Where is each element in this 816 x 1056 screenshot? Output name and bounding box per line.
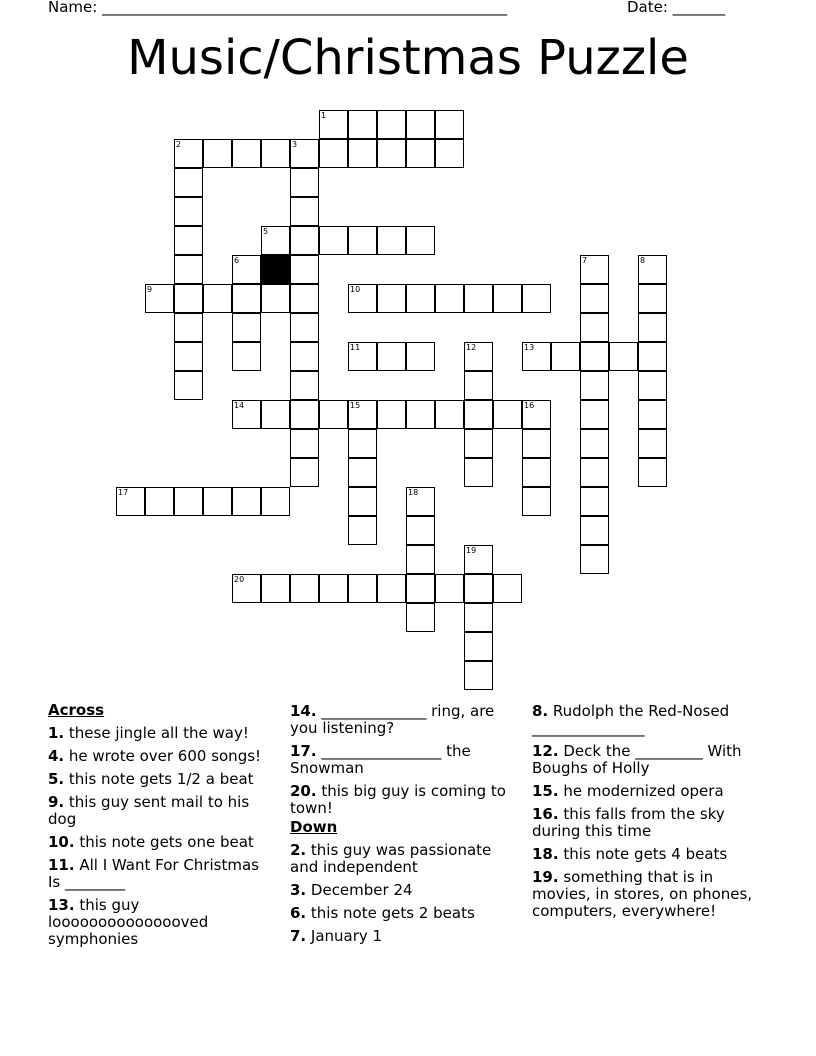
clues-column-2 [290,700,515,945]
crossword-cell[interactable] [145,487,174,516]
crossword-cell[interactable] [609,342,638,371]
crossword-cell[interactable] [638,284,667,313]
crossword-cell[interactable] [261,284,290,313]
crossword-cell[interactable] [348,400,377,429]
crossword-cell[interactable] [493,400,522,429]
crossword-cell[interactable] [174,284,203,313]
clue-text: All I Want For Christmas Is ________ [48,856,259,891]
clue-number-label: 3 [292,140,298,149]
crossword-cell[interactable] [174,197,203,226]
crossword-cell[interactable] [638,371,667,400]
crossword-cell[interactable] [580,371,609,400]
date-field-label: Date: _______ [627,0,726,16]
clue-number: 11. [48,856,75,874]
crossword-cell[interactable] [290,284,319,313]
crossword-cell[interactable] [464,632,493,661]
clue-text: this big guy is coming to town! [290,782,506,817]
crossword-cell[interactable] [377,400,406,429]
down-heading: Down [290,818,338,836]
clue-number-label: 19 [466,546,477,555]
crossword-cell[interactable] [348,139,377,168]
crossword-cell[interactable] [377,139,406,168]
clue-number-label: 1 [321,111,327,120]
clue-across-17 [290,743,515,777]
crossword-cell[interactable] [464,284,493,313]
clue-number: 15. [532,782,559,800]
clue-across-20 [290,783,515,817]
crossword-cell[interactable] [174,371,203,400]
crossword-cell[interactable] [203,487,232,516]
crossword-cell[interactable] [493,284,522,313]
crossword-cell[interactable] [377,342,406,371]
clue-text: Rudolph the Red-Nosed _______________ [532,702,730,737]
clue-text: these jingle all the way! [64,724,249,742]
clue-number: 19. [532,868,559,886]
clue-down-18 [532,846,767,863]
crossword-cell[interactable] [435,139,464,168]
crossword-cell[interactable] [522,342,551,371]
crossword-cell[interactable] [348,574,377,603]
crossword-cell[interactable] [290,197,319,226]
clue-across-5 [48,771,273,788]
crossword-cell[interactable] [464,400,493,429]
crossword-cell[interactable] [522,429,551,458]
crossword-cell[interactable] [638,458,667,487]
crossword-cell[interactable] [522,487,551,516]
crossword-cell[interactable] [290,255,319,284]
crossword-cell[interactable] [406,487,435,516]
crossword-cell[interactable] [232,284,261,313]
clue-number: 1. [48,724,65,742]
crossword-cell[interactable] [290,400,319,429]
crossword-cell[interactable] [290,168,319,197]
clue-number-label: 6 [234,256,240,265]
clue-text: this guy was passionate and independent [290,841,492,876]
clue-number-label: 5 [263,227,269,236]
crossword-cell[interactable] [116,487,145,516]
clue-number-label: 2 [176,140,182,149]
crossword-cell[interactable] [435,574,464,603]
crossword-cell[interactable] [551,342,580,371]
crossword-cell[interactable] [174,139,203,168]
crossword-cell[interactable] [348,516,377,545]
crossword-cell[interactable] [406,139,435,168]
clue-number: 2. [290,841,307,859]
clue-down-12 [532,743,767,777]
crossword-cell[interactable] [261,400,290,429]
crossword-cell[interactable] [348,458,377,487]
crossword-cell[interactable] [377,574,406,603]
crossword-cell[interactable] [319,574,348,603]
crossword-cell[interactable] [580,400,609,429]
clue-text: Deck the _________ With Boughs of Holly [532,742,742,777]
clue-number-label: 12 [466,343,477,352]
clue-number: 8. [532,702,549,720]
crossword-cell[interactable] [319,226,348,255]
crossword-cell[interactable] [580,516,609,545]
crossword-cell[interactable] [174,342,203,371]
clue-number-label: 9 [147,285,153,294]
crossword-cell[interactable] [580,255,609,284]
crossword-cell[interactable] [319,139,348,168]
crossword-cell[interactable] [290,371,319,400]
clue-down-7 [290,928,515,945]
clue-number-label: 8 [640,256,646,265]
clue-number: 6. [290,904,307,922]
clue-down-19 [532,869,767,920]
clue-down-6 [290,905,515,922]
crossword-cell[interactable] [232,342,261,371]
crossword-cell[interactable] [464,342,493,371]
clue-number-label: 16 [524,401,535,410]
crossword-cell[interactable] [348,342,377,371]
clue-across-10 [48,834,273,851]
clue-number-label: 11 [350,343,361,352]
clue-number: 10. [48,833,75,851]
clue-text: something that is in movies, in stores, on phones, computers, everywhere! [532,868,753,920]
crossword-cell[interactable] [580,313,609,342]
crossword-cell[interactable] [435,110,464,139]
crossword-cell[interactable] [580,342,609,371]
crossword-cell[interactable] [638,313,667,342]
clue-number: 16. [532,805,559,823]
clue-number: 3. [290,881,307,899]
crossword-cell[interactable] [638,429,667,458]
clue-text: this note gets 4 beats [558,845,728,863]
crossword-cell[interactable] [261,139,290,168]
clue-number: 4. [48,747,65,765]
crossword-cell[interactable] [174,487,203,516]
crossword-cell[interactable] [290,226,319,255]
clue-text: this guy looooooooooooooved symphonies [48,896,209,948]
crossword-black-cell [261,255,290,284]
clue-text: December 24 [306,881,413,899]
crossword-cell[interactable] [522,400,551,429]
crossword-cell[interactable] [406,342,435,371]
clue-number-label: 10 [350,285,361,294]
crossword-cell[interactable] [145,284,174,313]
crossword-cell[interactable] [638,255,667,284]
crossword-cell[interactable] [348,487,377,516]
across-heading: Across [48,701,105,719]
clue-across-14 [290,703,515,737]
clue-number-label: 17 [118,488,129,497]
clue-text: this note gets 2 beats [306,904,475,922]
crossword-cell[interactable] [174,313,203,342]
clue-text: this guy sent mail to his dog [48,793,250,828]
crossword-cell[interactable] [435,400,464,429]
name-field-label: Name: ______________________________________________________ [48,0,508,16]
crossword-cell[interactable] [232,255,261,284]
crossword-cell[interactable] [435,284,464,313]
crossword-cell[interactable] [580,545,609,574]
crossword-cell[interactable] [580,429,609,458]
crossword-cell[interactable] [406,603,435,632]
clue-down-8 [532,703,767,737]
clue-text: this note gets 1/2 a beat [64,770,254,788]
clue-number: 5. [48,770,65,788]
clue-number: 18. [532,845,559,863]
crossword-cell[interactable] [406,516,435,545]
crossword-cell[interactable] [232,313,261,342]
crossword-cell[interactable] [377,284,406,313]
crossword-cell[interactable] [406,400,435,429]
clue-number-label: 14 [234,401,245,410]
clue-text: this note gets one beat [74,833,254,851]
crossword-cell[interactable] [290,139,319,168]
crossword-cell[interactable] [406,226,435,255]
clue-down-15 [532,783,767,800]
crossword-cell[interactable] [580,284,609,313]
crossword-cell[interactable] [464,574,493,603]
clue-number-label: 13 [524,343,535,352]
crossword-cell[interactable] [174,168,203,197]
crossword-cell[interactable] [406,284,435,313]
crossword-cell[interactable] [493,574,522,603]
crossword-cell[interactable] [464,603,493,632]
crossword-cell[interactable] [290,458,319,487]
clue-down-2 [290,842,515,876]
clues-column-1 [48,700,273,948]
clue-number: 13. [48,896,75,914]
crossword-cell[interactable] [522,284,551,313]
crossword-cell[interactable] [232,400,261,429]
clue-number: 9. [48,793,65,811]
crossword-cell[interactable] [464,429,493,458]
crossword-cell[interactable] [290,342,319,371]
clue-number-label: 18 [408,488,419,497]
page-title: Music/Christmas Puzzle [127,30,689,86]
crossword-cell[interactable] [464,545,493,574]
clue-text: January 1 [306,927,383,945]
crossword-cell[interactable] [522,458,551,487]
clue-down-16 [532,806,767,840]
crossword-cell[interactable] [348,284,377,313]
crossword-cell[interactable] [290,313,319,342]
crossword-cell[interactable] [290,574,319,603]
crossword-cell[interactable] [406,110,435,139]
clue-across-1 [48,725,273,742]
crossword-cell[interactable] [203,284,232,313]
clue-number-label: 15 [350,401,361,410]
crossword-cell[interactable] [580,458,609,487]
crossword-cell[interactable] [319,110,348,139]
clue-text: he modernized opera [558,782,724,800]
crossword-cell[interactable] [348,110,377,139]
clue-text: he wrote over 600 songs! [64,747,262,765]
clue-number: 20. [290,782,317,800]
clue-across-11 [48,857,273,891]
crossword-cell[interactable] [174,226,203,255]
crossword-cell[interactable] [638,400,667,429]
crossword-cell[interactable] [261,574,290,603]
crossword-cell[interactable] [377,110,406,139]
crossword-cell[interactable] [464,371,493,400]
crossword-cell[interactable] [406,545,435,574]
clue-number-label: 20 [234,575,245,584]
crossword-cell[interactable] [290,429,319,458]
clue-across-4 [48,748,273,765]
crossword-cell[interactable] [232,487,261,516]
clue-number: 17. [290,742,317,760]
clue-number-label: 7 [582,256,588,265]
crossword-cell[interactable] [261,487,290,516]
crossword-cell[interactable] [348,429,377,458]
crossword-cell[interactable] [464,458,493,487]
crossword-cell[interactable] [203,139,232,168]
clue-across-13 [48,897,273,948]
crossword-cell[interactable] [174,255,203,284]
crossword-cell[interactable] [319,400,348,429]
clue-number: 14. [290,702,317,720]
crossword-cell[interactable] [638,342,667,371]
crossword-cell[interactable] [232,574,261,603]
clue-text: ________________ the Snowman [290,742,471,777]
clue-number: 12. [532,742,559,760]
clue-text: ______________ ring, are you listening? [290,702,495,737]
clue-across-9 [48,794,273,828]
crossword-cell[interactable] [232,139,261,168]
crossword-cell[interactable] [580,487,609,516]
crossword-cell[interactable] [377,226,406,255]
crossword-cell[interactable] [348,226,377,255]
clue-text: this falls from the sky during this time [532,805,725,840]
crossword-cell[interactable] [261,226,290,255]
clue-number: 7. [290,927,307,945]
crossword-cell[interactable] [464,661,493,690]
crossword-cell[interactable] [406,574,435,603]
clue-down-3 [290,882,515,899]
clues-column-3 [532,700,767,920]
